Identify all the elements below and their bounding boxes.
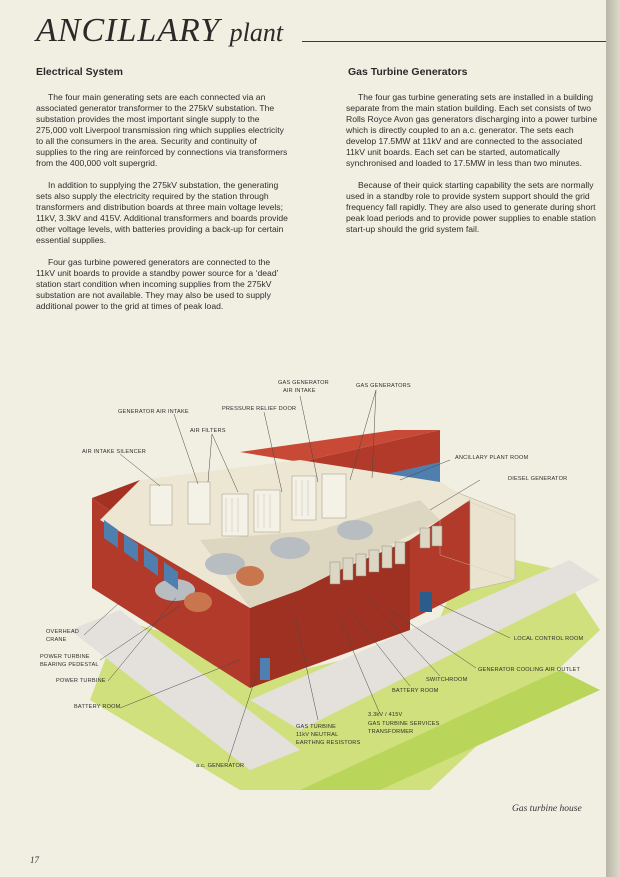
page-edge-shadow	[606, 0, 620, 877]
title-main: ANCILLARY	[36, 12, 221, 49]
electrical-paragraph: The four main generating sets are each connected via an associated generator transformer to the 275kV substation. The substation provides the most important single supply to the 275,000 volt Liverpool transmission ring which supplies electricity to all the consumers in the area. Security and continuity of supplies to the ring are reinforced by connections via transformers from the 400,000 volt supergrid.	[36, 92, 288, 168]
label-air-intake-silencer: AIR INTAKE SILENCER	[82, 449, 146, 455]
label-overhead-crane: CRANE	[46, 637, 67, 643]
label-battery-room-right: BATTERY ROOM	[392, 688, 439, 694]
silencer-1	[150, 485, 172, 525]
electrical-paragraph: Four gas turbine powered generators are connected to the 11kV unit boards to provide a standby power source for a ‘dead’ station start condition when incoming supplies from the 275kV substation are not available. They may also be used to supply additional power to the grid at times of peak load.	[36, 257, 279, 311]
label-battery-room-left: BATTERY ROOM	[74, 704, 121, 710]
label-diesel-generator: DIESEL GENERATOR	[508, 476, 568, 482]
annex-door	[420, 592, 432, 612]
label-generator-cooling-air-outlet: GENERATOR COOLING AIR OUTLET	[478, 667, 581, 673]
label-local-control-room: LOCAL CONTROL ROOM	[514, 636, 584, 642]
page-title	[36, 12, 283, 50]
label-services-transformer: 3.3kV / 415V	[368, 712, 403, 718]
title-rule	[302, 41, 606, 42]
label-overhead-crane: OVERHEAD	[46, 629, 79, 635]
label-air-filters: AIR FILTERS	[190, 428, 226, 434]
label-switchroom: SWITCHROOM	[426, 677, 468, 683]
title-small: plant	[229, 18, 284, 47]
gas-turbine-paragraph: Because of their quick starting capability the sets are normally used in a standby role to provide system support should the grid frequency fall rapidly. They are also used to generate during short peak load periods and to provide power supplies to enable station start-up should the grid system fail.	[346, 180, 596, 234]
gas-turbine-heading: Gas Turbine Generators	[348, 66, 468, 78]
label-ancillary-plant-room: ANCILLARY PLANT ROOM	[455, 455, 529, 461]
label-earthing-resistors: GAS TURBINE	[296, 724, 337, 730]
label-ac-generator: a.c. GENERATOR	[196, 763, 245, 769]
label-pressure-relief-door: PRESSURE RELIEF DOOR	[222, 406, 297, 412]
figure-caption: Gas turbine house	[512, 804, 582, 814]
turbine-unit-4	[337, 520, 373, 540]
front-door	[260, 658, 270, 680]
label-earthing-resistors: 11kV NEUTRAL	[296, 732, 339, 738]
label-generator-air-intake: GENERATOR AIR INTAKE	[118, 409, 189, 415]
label-power-turbine: POWER TURBINE	[56, 678, 106, 684]
gas-turbine-house-cutaway	[0, 370, 606, 790]
label-power-turbine-bearing: POWER TURBINE	[40, 654, 90, 660]
electrical-heading: Electrical System	[36, 66, 123, 78]
page-number: 17	[30, 855, 39, 865]
label-gas-generator-air-intake: AIR INTAKE	[283, 388, 316, 394]
label-gas-generator-air-intake: GAS GENERATOR	[278, 380, 329, 386]
label-earthing-resistors: EARTHNG RESISTORS	[296, 740, 361, 746]
label-services-transformer: GAS TURBINE SERVICES	[368, 721, 440, 727]
filter-4	[322, 474, 346, 518]
gas-turbine-paragraph: The four gas turbine generating sets are installed in a building separate from the main station building. Each set consists of two Rolls Royce Avon gas generators discharging into a power turbine which is directly coupled to an a.c. generator. The sets each develop 17.5MW at 11kV and are connected to the associated 11kV unit boards. Each set can be started, automatically synchronised and loaded to 17.5MW in less than two minutes.	[346, 92, 598, 168]
label-power-turbine-bearing: BEARING PEDESTAL	[40, 662, 99, 668]
electrical-paragraph: In addition to supplying the 275kV substation, the generating sets also supply the electricity required by the station through transformers and distribution boards at three main voltage levels; 11kV, 3.3kV and 415V. Additional transformers and boards provide other voltage levels, with batteries providing a back-up for certain essential supplies.	[36, 180, 288, 245]
filter-3	[292, 476, 316, 520]
label-gas-generators: GAS GENERATORS	[356, 383, 411, 389]
label-services-transformer: TRANSFORMER	[368, 729, 414, 735]
generator-unit-1	[184, 592, 212, 612]
turbine-unit-3	[270, 537, 310, 559]
silencer-2	[188, 482, 210, 524]
gas-turbine-column	[346, 92, 600, 246]
generator-unit-2	[236, 566, 264, 586]
electrical-column	[36, 92, 290, 323]
